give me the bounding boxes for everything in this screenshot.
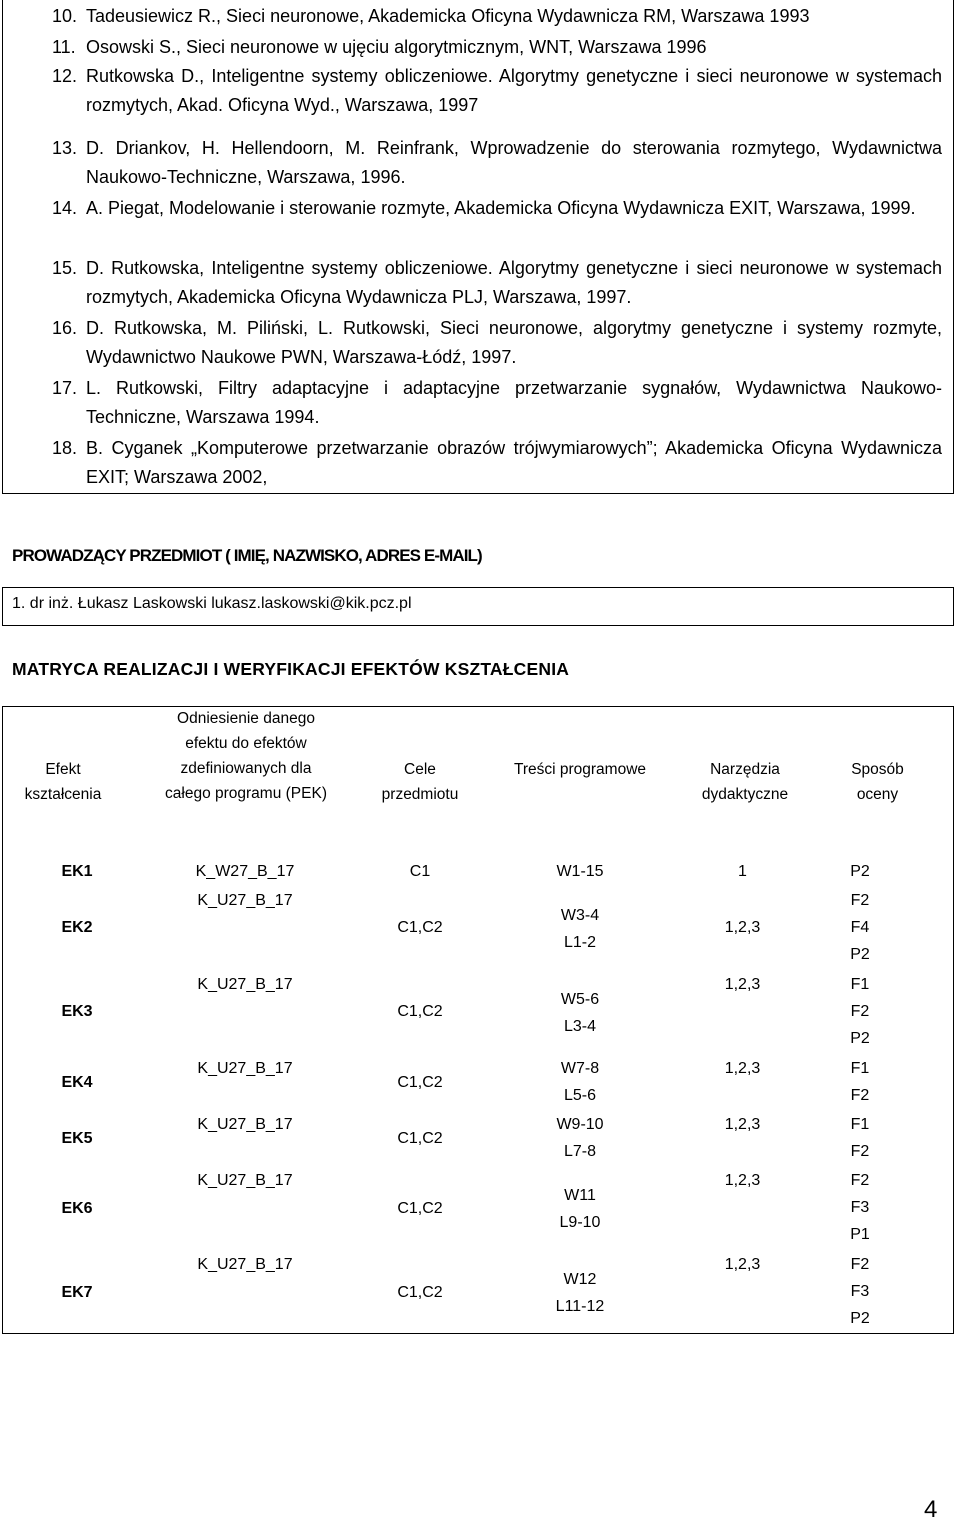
assessment-cell: P2 — [850, 863, 870, 880]
reference-cell: K_U27_B_17 — [197, 1116, 293, 1133]
assessment-cell: F1 — [850, 976, 870, 993]
reference-item — [52, 314, 942, 372]
reference-number: 18. — [52, 438, 78, 458]
tools-cell: 1,2,3 — [724, 1256, 761, 1273]
header-content: Treści programowe — [513, 761, 647, 778]
tools-cell: 1,2,3 — [724, 1172, 761, 1189]
reference-number: 16. — [52, 318, 78, 338]
reference-text: D. Rutkowska, M. Piliński, L. Rutkowski, Sieci neuronowe, algorytmy genetyczne i systemy rozmyte, Wydawnictwo Naukowe PWN, Warszawa-Łódź, 1997. — [86, 318, 942, 367]
content-cell: W11 — [564, 1187, 596, 1204]
reference-text: D. Driankov, H. Hellendoorn, M. Reinfrank, Wprowadzenie do sterowania rozmytego, Wydawnictwa Naukowo-Techniczne, Warszawa, 1996. — [86, 138, 942, 187]
reference-cell: K_U27_B_17 — [197, 1060, 293, 1077]
content-cell: L5-6 — [563, 1087, 597, 1104]
effects-matrix-table — [2, 706, 954, 1334]
content-cell: W3-4 — [560, 907, 600, 924]
reference-text: A. Piegat, Modelowanie i sterowanie rozmyte, Akademicka Oficyna Wydawnicza EXIT, Warszawa, 1999. — [86, 198, 916, 218]
reference-item — [52, 134, 942, 192]
assessment-cell: P1 — [850, 1226, 870, 1243]
reference-text: L. Rutkowski, Filtry adaptacyjne i adaptacyjne przetwarzanie sygnałów, Wydawnictwa Naukowo-Techniczne, Warszawa 1994. — [86, 378, 942, 427]
content-cell: L7-8 — [563, 1143, 597, 1160]
header-effect: Efekt kształcenia — [24, 761, 102, 803]
effect-cell: EK7 — [61, 1284, 93, 1301]
reference-text: Tadeusiewicz R., Sieci neuronowe, Akademicka Oficyna Wydawnicza RM, Warszawa 1993 — [86, 6, 810, 26]
reference-item — [52, 194, 942, 223]
reference-number: 17. — [52, 378, 78, 398]
assessment-cell: F2 — [850, 1003, 870, 1020]
assessment-cell: F2 — [850, 1143, 870, 1160]
reference-number: 13. — [52, 138, 78, 158]
assessment-cell: F4 — [850, 919, 870, 936]
content-cell: W5-6 — [560, 991, 600, 1008]
reference-item — [52, 33, 942, 62]
header-goals: Cele przedmiotu — [381, 761, 459, 803]
matrix-title: MATRYCA REALIZACJI I WERYFIKACJI EFEKTÓW KSZTAŁCENIA — [12, 659, 570, 679]
page-number: 4 — [924, 1496, 938, 1523]
goals-cell: C1,C2 — [397, 1284, 443, 1301]
tools-cell: 1,2,3 — [724, 919, 761, 936]
assessment-cell: F1 — [850, 1060, 870, 1077]
reference-cell: K_U27_B_17 — [197, 1172, 293, 1189]
effect-cell: EK1 — [61, 863, 93, 880]
effect-cell: EK5 — [61, 1130, 93, 1147]
reference-cell: K_U27_B_17 — [197, 976, 293, 993]
reference-number: 12. — [52, 66, 78, 86]
tools-cell: 1,2,3 — [724, 1060, 761, 1077]
assessment-cell: P2 — [850, 1310, 870, 1327]
content-cell: L1-2 — [563, 934, 597, 951]
assessment-cell: F2 — [850, 1172, 870, 1189]
content-cell: W9-10 — [556, 1116, 604, 1133]
reference-cell: K_U27_B_17 — [197, 892, 293, 909]
content-cell: W12 — [563, 1271, 597, 1288]
reference-text: Osowski S., Sieci neuronowe w ujęciu algorytmicznym, WNT, Warszawa 1996 — [86, 37, 707, 57]
assessment-cell: F3 — [850, 1283, 870, 1300]
header-reference: Odniesienie danego efektu do efektów zdefiniowanych dla całego programu (PEK) — [165, 710, 327, 802]
reference-cell: K_W27_B_17 — [195, 863, 295, 880]
content-cell: W7-8 — [560, 1060, 600, 1077]
assessment-cell: F3 — [850, 1199, 870, 1216]
goals-cell: C1 — [409, 863, 431, 880]
reference-number: 10. — [52, 6, 78, 26]
assessment-cell: F2 — [850, 892, 870, 909]
lecturer-entry: 1. dr inż. Łukasz Laskowski lukasz.laskowski@kik.pcz.pl — [12, 595, 412, 612]
assessment-cell: F2 — [850, 1256, 870, 1273]
assessment-cell: F2 — [850, 1087, 870, 1104]
goals-cell: C1,C2 — [397, 1200, 443, 1217]
reference-number: 15. — [52, 258, 78, 278]
assessment-cell: P2 — [850, 946, 870, 963]
reference-item — [52, 2, 942, 31]
content-cell: W1-15 — [556, 863, 604, 880]
effect-cell: EK6 — [61, 1200, 93, 1217]
goals-cell: C1,C2 — [397, 919, 443, 936]
effect-cell: EK3 — [61, 1003, 93, 1020]
reference-number: 14. — [52, 198, 78, 218]
reference-text: D. Rutkowska, Inteligentne systemy obliczeniowe. Algorytmy genetyczne i sieci neuronowe w systemach rozmytych, Akademicka Oficyna Wydawnicza PLJ, Warszawa, 1997. — [86, 258, 942, 307]
reference-item — [52, 62, 942, 120]
reference-item — [52, 254, 942, 312]
reference-number: 11. — [52, 37, 76, 57]
effect-cell: EK2 — [61, 919, 93, 936]
effect-cell: EK4 — [61, 1074, 93, 1091]
header-tools: Narzędzia dydaktyczne — [701, 761, 789, 803]
header-assessment: Sposób oceny — [851, 761, 904, 803]
reference-item — [52, 374, 942, 432]
goals-cell: C1,C2 — [397, 1130, 443, 1147]
reference-cell: K_U27_B_17 — [197, 1256, 293, 1273]
tools-cell: 1 — [738, 863, 747, 880]
goals-cell: C1,C2 — [397, 1074, 443, 1091]
content-cell: L9-10 — [559, 1214, 601, 1231]
goals-cell: C1,C2 — [397, 1003, 443, 1020]
reference-text: B. Cyganek „Komputerowe przetwarzanie obrazów trójwymiarowych”; Akademicka Oficyna Wydawnicza EXIT; Warszawa 2002, — [86, 438, 942, 487]
reference-item — [52, 434, 942, 492]
assessment-cell: F1 — [850, 1116, 870, 1133]
reference-text: Rutkowska D., Inteligentne systemy obliczeniowe. Algorytmy genetyczne i sieci neuronowe w systemach rozmytych, Akad. Oficyna Wyd., Warszawa, 1997 — [86, 66, 942, 115]
tools-cell: 1,2,3 — [724, 976, 761, 993]
tools-cell: 1,2,3 — [724, 1116, 761, 1133]
content-cell: L3-4 — [563, 1018, 597, 1035]
lecturer-section-title: PROWADZĄCY PRZEDMIOT ( IMIĘ, NAZWISKO, ADRES E-MAIL) — [12, 546, 482, 565]
assessment-cell: P2 — [850, 1030, 870, 1047]
content-cell: L11-12 — [555, 1298, 605, 1315]
